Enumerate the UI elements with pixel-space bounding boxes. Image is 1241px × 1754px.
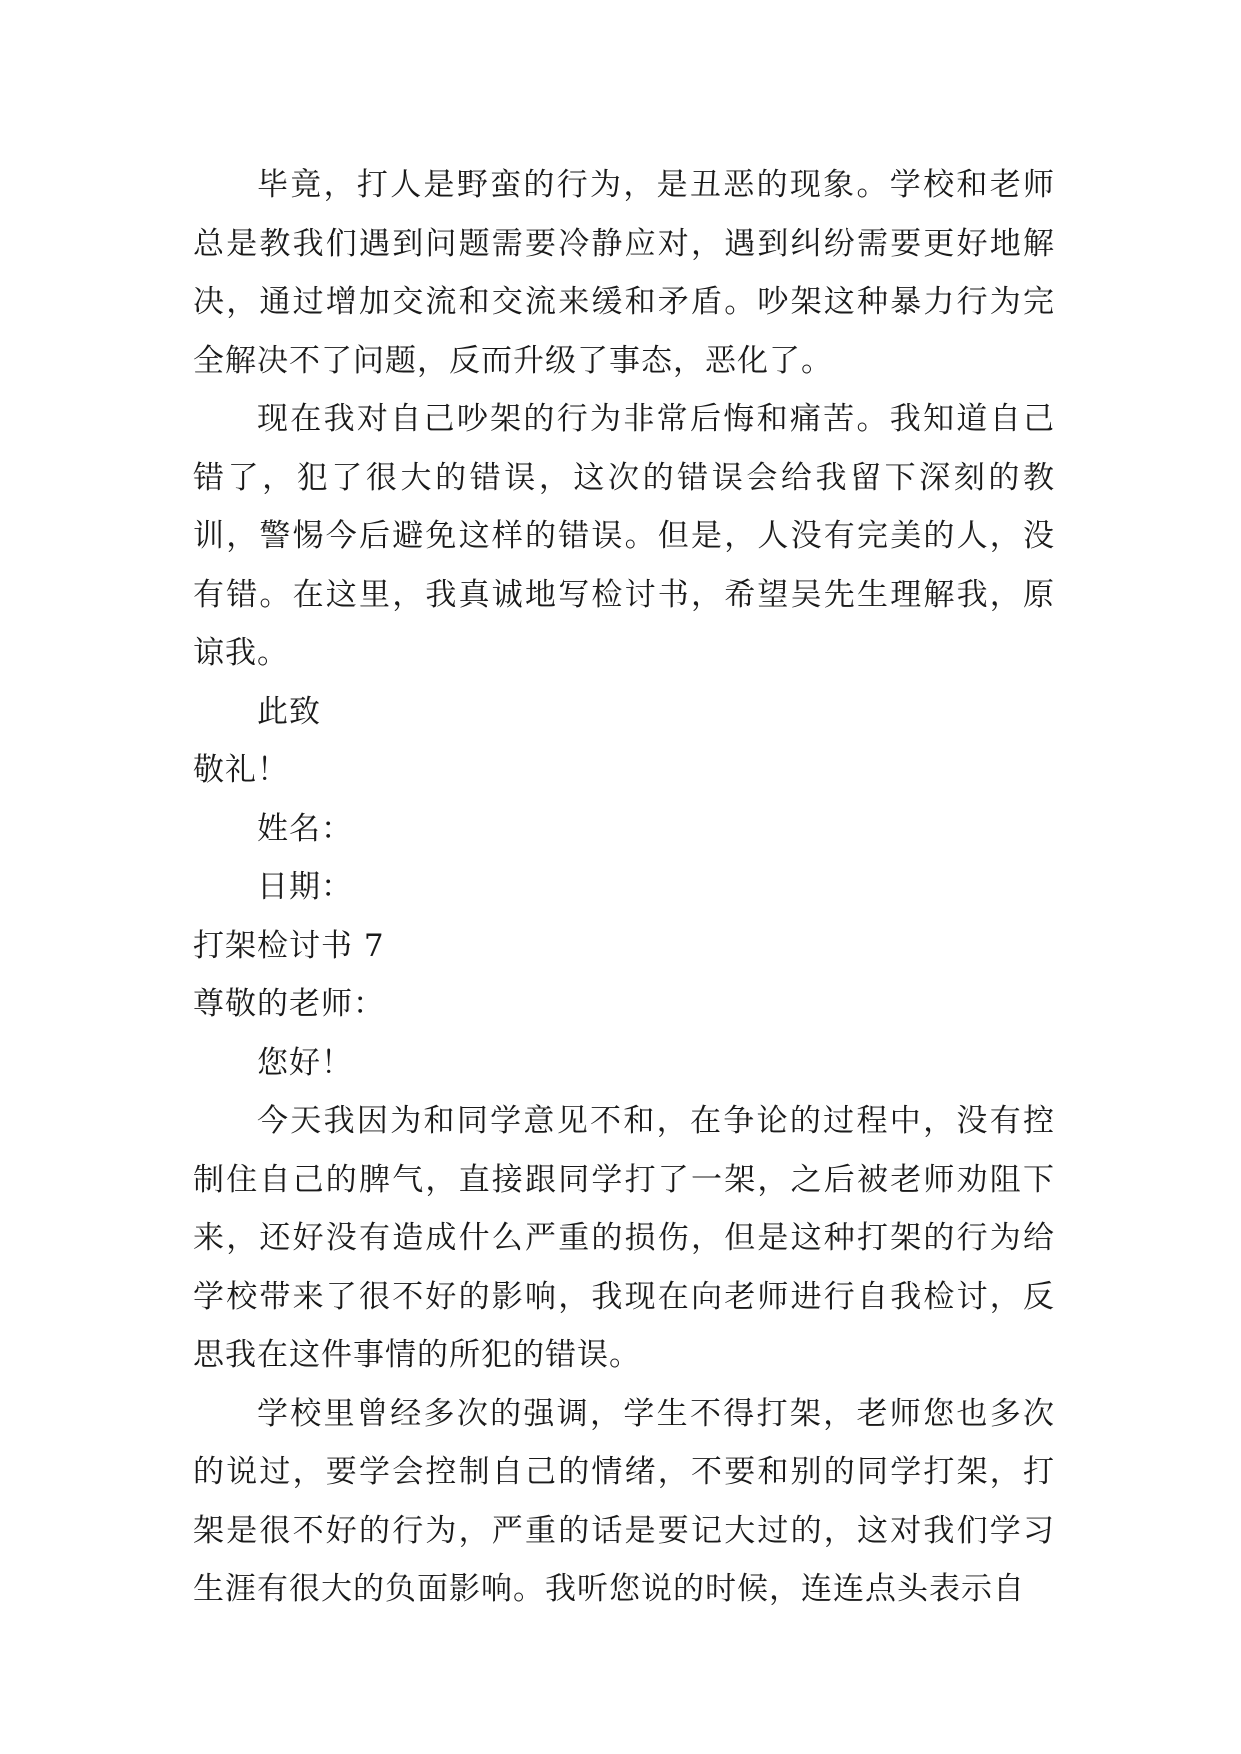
document-content — [193, 156, 1055, 1619]
paragraph-1: 毕竟，打人是野蛮的行为，是丑恶的现象。学校和老师总是教我们遇到问题需要冷静应对，遇到纠纷需要更好地解决，通过增加交流和交流来缓和矛盾。吵架这种暴力行为完全解决不了问题，反而升级了事态，恶化了。 — [193, 167, 1055, 379]
body-paragraph-1: 今天我因为和同学意见不和，在争论的过程中，没有控制住自己的脾气，直接跟同学打了一架，之后被老师劝阻下来，还好没有造成什么严重的损伤，但是这种打架的行为给学校带来了很不好的影响，我现在向老师进行自我检讨，反思我在这件事情的所犯的错误。 — [193, 1103, 1055, 1373]
hello-line: 您好！ — [257, 1044, 353, 1081]
salute-line: 敬礼！ — [193, 752, 289, 788]
section-title: 打架检讨书 7 — [193, 927, 385, 964]
name-label: 姓名： — [257, 810, 353, 847]
body-paragraph-2: 学校里曾经多次的强调，学生不得打架，老师您也多次的说过，要学会控制自己的情绪，不要和别的同学打架，打架是很不好的行为，严重的话是要记大过的，这对我们学习生涯有很大的负面影响。我听您说的时候，连连点头表示自 — [193, 1395, 1055, 1607]
paragraph-2: 现在我对自己吵架的行为非常后悔和痛苦。我知道自己错了，犯了很大的错误，这次的错误会给我留下深刻的教训，警惕今后避免这样的错误。但是，人没有完美的人，没有错。在这里，我真诚地写检讨书，希望吴先生理解我，原谅我。 — [193, 401, 1055, 671]
greeting-line: 尊敬的老师： — [193, 986, 385, 1022]
closing-line: 此致 — [257, 693, 321, 730]
date-label: 日期： — [257, 869, 353, 905]
